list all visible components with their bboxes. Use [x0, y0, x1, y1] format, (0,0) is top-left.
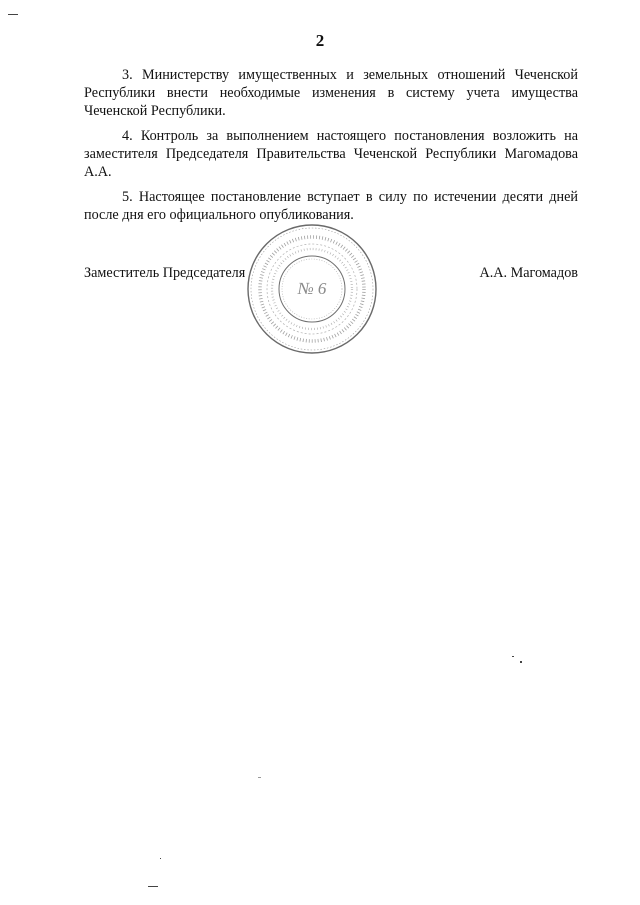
- paragraph-3: 3. Министерству имущественных и земельных отношений Чеченской Республики внести необходимые изменения в систему учета имущества Чеченской Республики.: [84, 67, 578, 119]
- scan-speck: [512, 656, 514, 657]
- scan-speck: [160, 858, 161, 859]
- scan-speck: [520, 661, 522, 663]
- signatory-name: А.А. Магомадов: [479, 265, 578, 281]
- paragraph-4: 4. Контроль за выполнением настоящего постановления возложить на заместителя Председателя Правительства Чеченской Республики Магомадова А.А.: [84, 128, 578, 180]
- signatory-position: Заместитель Председателя: [84, 265, 246, 281]
- seal-label: № 6: [297, 279, 327, 298]
- official-seal: [245, 222, 379, 356]
- page-number: 2: [315, 31, 325, 50]
- paragraph-5: 5. Настоящее постановление вступает в силу по истечении десяти дней после дня его официального опубликования.: [84, 189, 578, 223]
- document-body: [84, 66, 578, 231]
- scan-mark-bottom: [148, 886, 158, 887]
- scan-speck: [258, 777, 261, 778]
- scan-mark-top-left: [8, 14, 18, 15]
